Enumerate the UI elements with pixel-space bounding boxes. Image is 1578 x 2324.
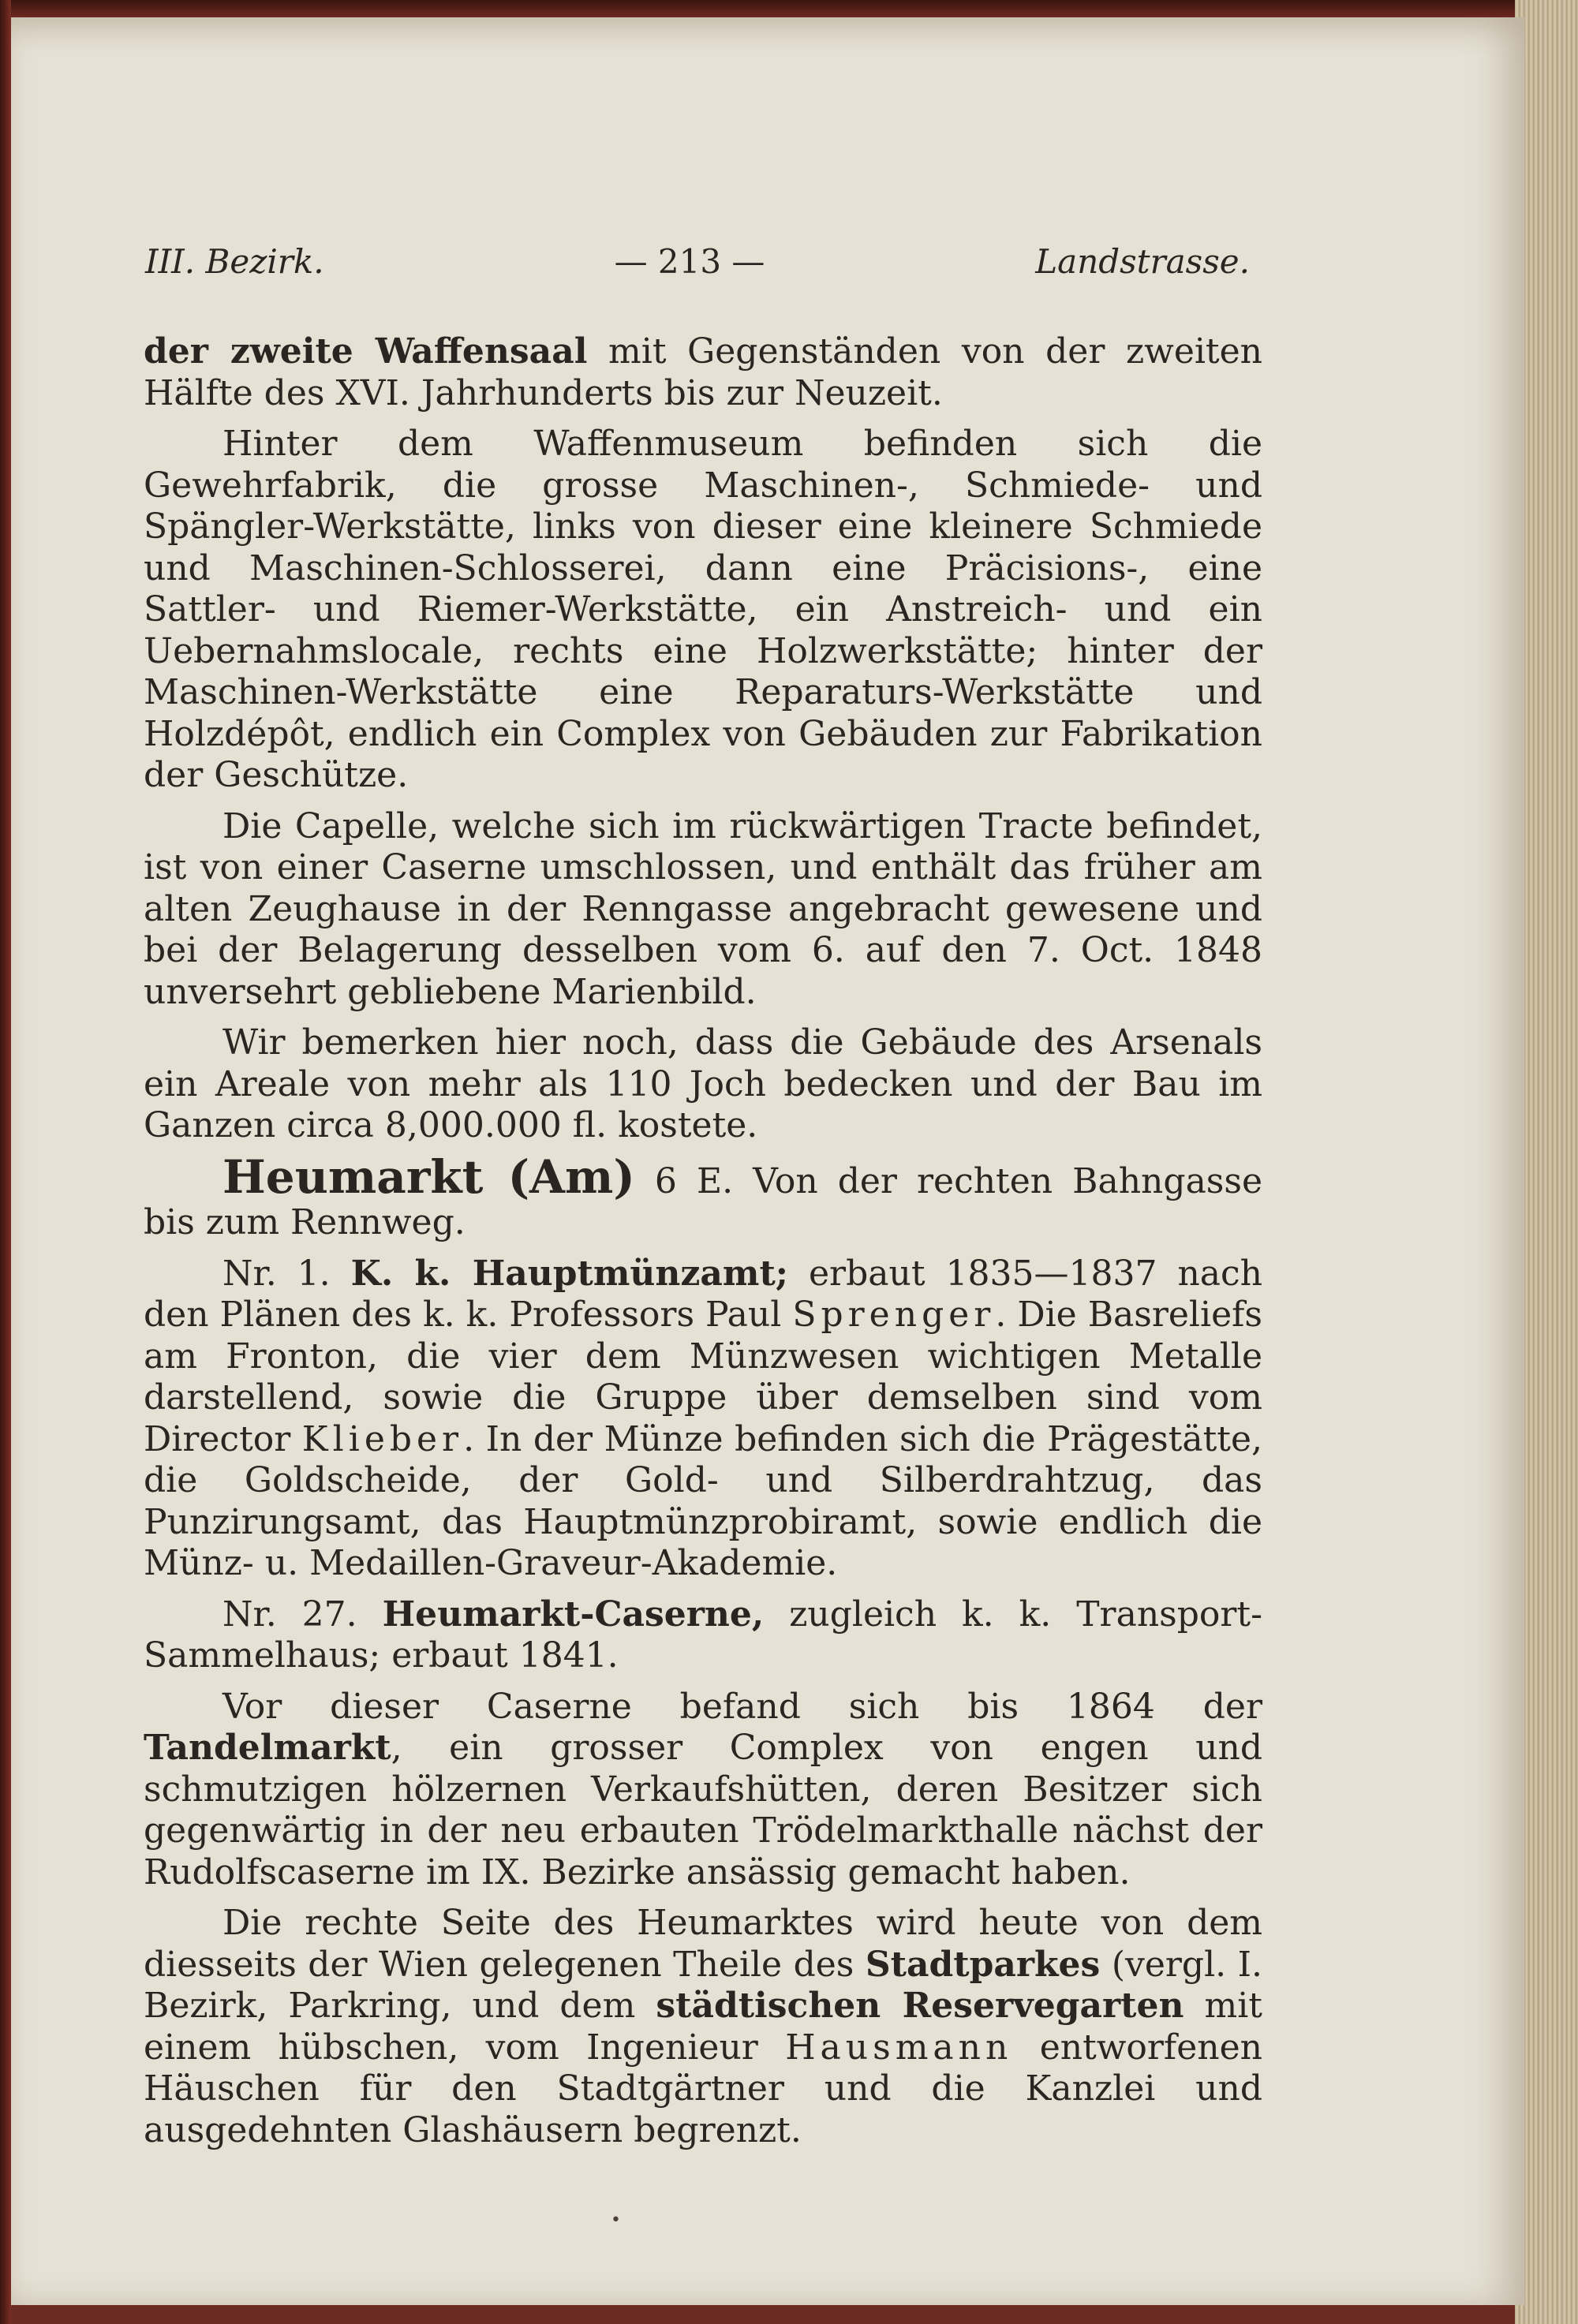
paragraph-hauptmuenzamt [144,1254,1262,1585]
waffensaal-text: mit Gegenständen von der zweiten Hälfte des XVI. Jahrhunderts bis zur Neuzeit. [144,331,1262,413]
muenzamt-text-1: erbaut 1835—1837 nach den Plänen des k. k. Professors Paul [144,1253,1263,1335]
caserne-text: zugleich k. k. Transport-Sammelhaus; erbaut 1841. [144,1594,1262,1676]
reservegarten-term: städtischen Reservegarten [656,1986,1184,2026]
muenzamt-title: K. k. Hauptmünzamt; [350,1253,789,1294]
engineer-name: Hausmann [785,2027,1013,2068]
stadtpark-text-2: (vergl. I. Bezirk, Parkring, und dem [144,1944,1262,2026]
header-district: III. Bezirk. [145,242,324,281]
tandelmarkt-text-1: Vor dieser Caserne befand sich bis 1864 der [222,1686,1262,1727]
heumarkt-description: 6 E. Von der rechten Bahngasse bis zum Rennweg. [144,1160,1262,1242]
waffensaal-term: der zweite Waffensaal [144,331,588,372]
paragraph-stadtpark [144,1903,1262,2151]
stadtparkes-term: Stadtparkes [865,1944,1101,1985]
paragraph-capelle: Die Capelle, welche sich im rückwärtigen Tracte befindet, ist von einer Caserne umschlossen, und enthält das früher am alten Zeughause in der Renngasse angebracht gewesene und bei der Belagerung desselben vom 6. auf den 7. Oct. 1848 unversehrt gebliebene Marienbild. [144,805,1262,1012]
caserne-title: Heumarkt-Caserne, [382,1594,765,1635]
muenzamt-text-2: . Die Basreliefs am Fronton, die vier dem Münzwesen wichtigen Metalle darstellend, sowie die Gruppe über demselben sind vom Director [144,1295,1262,1459]
paragraph-werkstaetten: Hinter dem Waffenmuseum befinden sich die Gewehrfabrik, die grosse Maschinen-, Schmiede- und Spängler-Werkstätte, links von dieser eine kleinere Schmiede und Maschinen-Schlosserei, dann eine Präcisions-, eine Sattler- und Riemer-Werkstätte, ein Anstreich- und ein Uebernahmslocale, rechts eine Holzwerkstätte; hinter der Maschinen-Werkstätte eine Reparaturs-Werkstätte und Holzdépôt, endlich ein Complex von Gebäuden zur Fabrikation der Geschütze. [144,424,1262,795]
paragraph-heumarkt-caserne [144,1594,1262,1677]
stadtpark-text-4: entworfenen Häuschen für den Stadtgärtner und die Kanzlei und ausgedehnten Glashäusern begrenzt. [144,2027,1262,2150]
tandelmarkt-term: Tandelmarkt [144,1728,391,1768]
paragraph-waffensaal [144,331,1262,414]
paragraph-tandelmarkt [144,1687,1262,1894]
paragraph-heumarkt [144,1149,1262,1244]
page-number: — 213 — [614,242,765,281]
muenzamt-text-3: . In der Münze befinden sich die Prägestätte, die Goldscheide, der Gold- und Silberdrahtzug, das Punzirungsamt, das Hauptmünzprobiramt, sowie endlich die Münz- u. Medaillen-Graveur-Akademie. [144,1418,1262,1583]
stadtpark-text-1: Die rechte Seite des Heumarktes wird heute von dem diesseits der Wien gelegenen Theile des [144,1903,1262,1985]
footer-mark: • [611,2210,621,2230]
heumarkt-heading: Heumarkt (Am) [222,1149,635,1204]
running-head [129,242,1250,290]
caserne-number: Nr. 27. [222,1594,383,1635]
paragraph-arsenal: Wir bemerken hier noch, dass die Gebäude des Arsenals ein Areale von mehr als 110 Joch bedecken und der Bau im Ganzen circa 8,000.000 fl. kostete. [144,1022,1262,1145]
book-spine-edge [0,0,11,2324]
stadtpark-text-3: mit einem hübschen, vom Ingenieur [144,1986,1262,2068]
architect-name: Sprenger [792,1295,996,1335]
header-street: Landstrasse. [1035,242,1250,281]
body-text [144,331,1262,2151]
book-page [11,17,1524,2305]
page-stack-edge [1515,0,1578,2324]
director-name: Klieber [301,1418,464,1459]
muenzamt-number: Nr. 1. [222,1253,351,1294]
tandelmarkt-text-2: , ein grosser Complex von engen und schmutzigen hölzernen Verkaufshütten, deren Besitzer sich gegenwärtig in der neu erbauten Trödelmarkthalle nächst der Rudolfscaserne im IX. Bezirke ansässig gemacht haben. [144,1728,1262,1892]
